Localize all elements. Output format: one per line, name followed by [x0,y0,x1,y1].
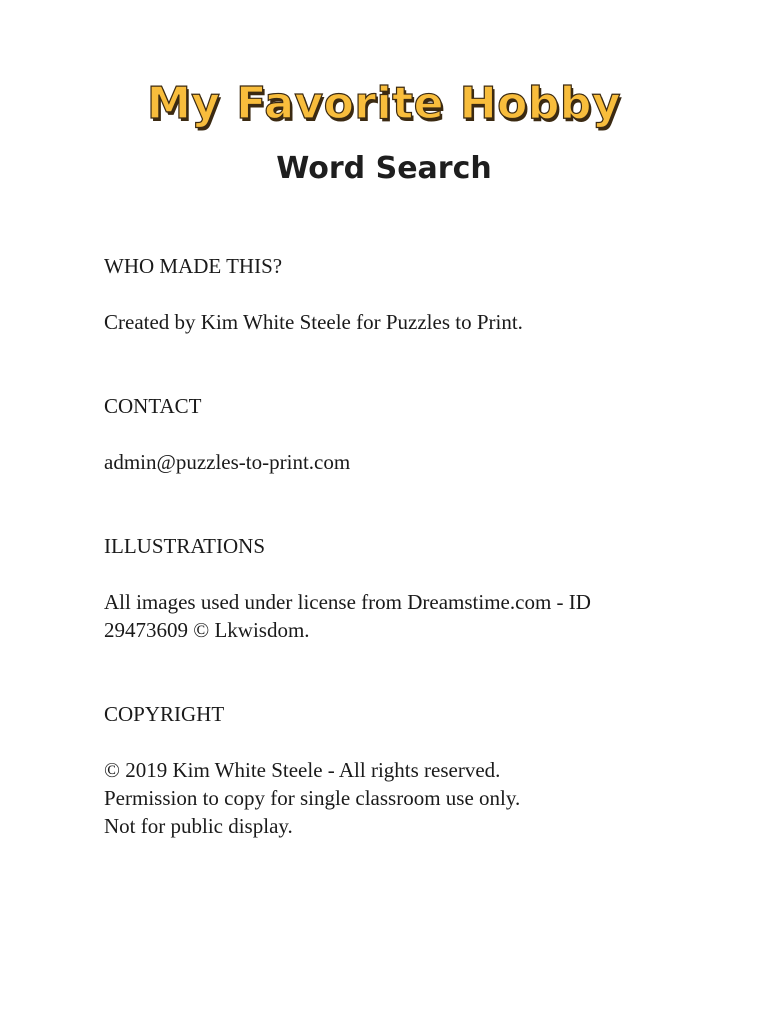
section-heading: WHO MADE THIS? [104,254,283,278]
section-spacer [104,336,704,392]
section-copyright [104,700,704,840]
section-spacer [104,476,704,532]
section-text: Created by Kim White Steele for Puzzles to Print. [104,310,523,334]
page-title: My Favorite Hobby [146,78,622,129]
section-text: Not for public display. [104,814,293,838]
section-text: All images used under license from Dreamstime.com - ID [104,590,591,614]
section-heading: COPYRIGHT [104,702,225,726]
page-subtitle: Word Search [276,151,492,186]
section-heading: ILLUSTRATIONS [104,534,265,558]
section-illustrations [104,532,704,644]
section-heading: CONTACT [104,394,202,418]
section-text: © 2019 Kim White Steele - All rights reserved. [104,758,501,782]
contact-email: admin@puzzles-to-print.com [104,450,351,474]
section-text: Permission to copy for single classroom use only. [104,786,521,810]
section-contact [104,392,704,476]
credits-content [104,252,704,840]
section-text: 29473609 © Lkwisdom. [104,618,310,642]
section-who-made-this [104,252,704,336]
section-spacer [104,644,704,700]
